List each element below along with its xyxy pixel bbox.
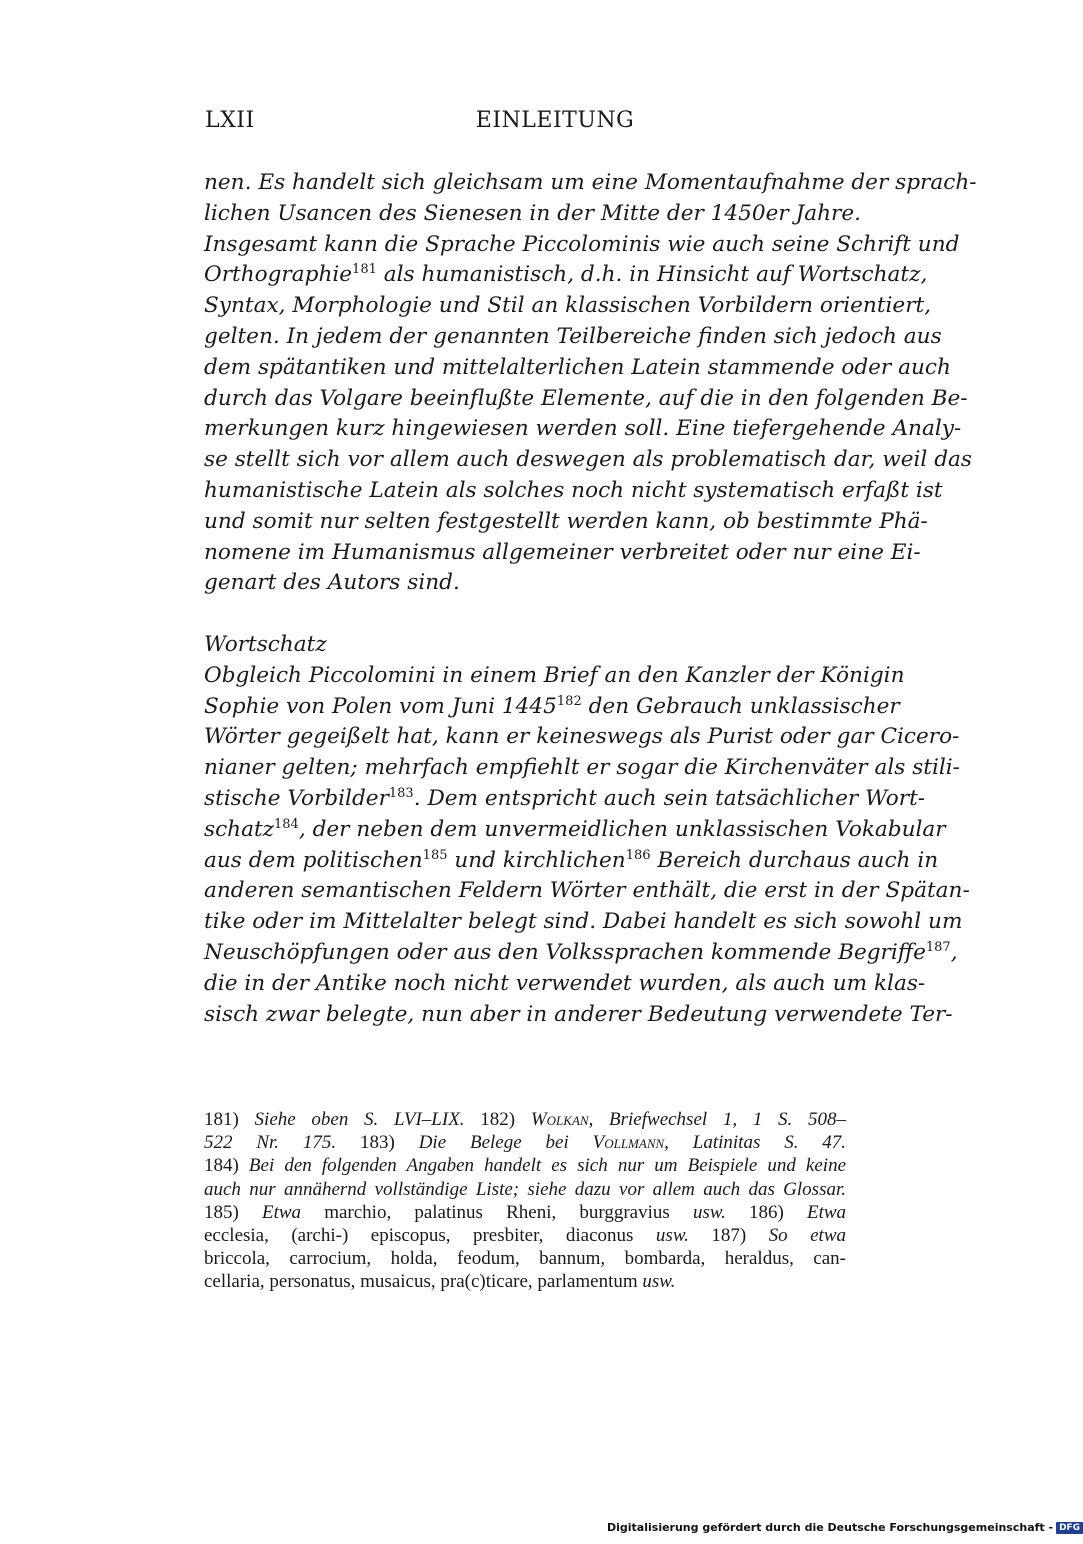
text-line: gelten. In jedem der genannten Teilbereiche finden sich jedoch aus — [204, 323, 942, 349]
text-fragment: schatz — [204, 816, 275, 842]
text-line: genart des Autors sind. — [204, 570, 460, 596]
text-line: lichen Usancen des Sienesen in der Mitte der 1450er Jahre. — [204, 200, 862, 226]
text-line: dem spätantiken und mittelalterlichen Latein stammende oder auch — [204, 354, 951, 380]
text-line — [204, 815, 946, 846]
text-line — [204, 692, 900, 723]
footnote-ref-183: 183 — [388, 785, 414, 801]
running-head — [205, 108, 845, 138]
footnote-text: Etwa — [261, 1201, 302, 1223]
digitization-credit — [607, 1521, 1081, 1537]
text-line: Insgesamt kann die Sprache Piccolominis wie auch seine Schrift und — [204, 231, 960, 257]
text-line: Syntax, Morphologie und Stil an klassischen Vorbildern orientiert, — [204, 293, 932, 319]
footnote-ref-184: 184 — [274, 816, 299, 832]
text-fragment: Orthographie — [204, 262, 353, 288]
text-fragment: Bereich durchaus auch in — [650, 847, 939, 873]
body-text — [204, 168, 977, 1030]
text-line — [204, 260, 928, 291]
footnote-text: So etwa — [768, 1224, 847, 1246]
text-line: nen. Es handelt sich gleichsam um eine Momentaufnahme der sprach- — [204, 170, 977, 195]
footnote-text: Die Belege bei — [418, 1132, 569, 1154]
footnote-text: cellaria, personatus, musaicus, pra(c)ticare, parlamentum — [204, 1271, 638, 1293]
footnote-number: 181) — [204, 1109, 239, 1130]
footnote-text: usw. — [655, 1224, 689, 1246]
text-line — [204, 938, 958, 969]
text-line: und somit nur selten festgestellt werden kann, ob bestimmte Phä- — [204, 508, 928, 534]
footnote-text: marchio, palatinus Rheni, burggravius — [324, 1201, 670, 1223]
footnote-text: Bei den folgenden Angaben handelt es sich nur um Beispiele und keine — [248, 1155, 847, 1177]
footnote-number: 187) — [711, 1224, 747, 1246]
footnote-line — [204, 1201, 846, 1224]
footnote-text: usw. — [692, 1201, 726, 1223]
footnote-ref-186: 186 — [625, 847, 651, 863]
text-line — [204, 784, 926, 815]
text-fragment: , der neben dem unvermeidlichen unklassischen Vokabular — [298, 816, 946, 842]
footnote-line — [204, 1154, 846, 1177]
dfg-logo: DFG — [1056, 1522, 1083, 1534]
text-fragment: Neuschöpfungen oder aus den Volkssprachen kommende Begriffe — [204, 939, 926, 965]
footnote-text: usw. — [642, 1271, 676, 1293]
footnote-number: 184) — [204, 1155, 239, 1177]
text-line: se stellt sich vor allem auch deswegen als problematisch dar, weil das — [204, 447, 972, 473]
footnote-number: 183) — [360, 1132, 395, 1154]
footnote-text: briccola, carrocium, holda, feodum, bannum, bombarda, heraldus, can- — [204, 1248, 846, 1270]
footnote-text: Etwa — [807, 1201, 847, 1223]
footnote-line — [204, 1131, 846, 1154]
footnote-author: Wolkan — [530, 1109, 589, 1130]
footnote-ref-187: 187 — [925, 939, 951, 955]
text-fragment: als humanistisch, d.h. in Hinsicht auf Wortschatz, — [376, 262, 928, 288]
footnote-number: 182) — [480, 1109, 516, 1130]
footnote-line — [204, 1108, 846, 1131]
footnote-number: 185) — [204, 1201, 239, 1223]
footnote-text: Siehe oben S. LVI–LIX. — [254, 1109, 465, 1130]
text-line: merkungen kurz hingewiesen werden soll. Eine tiefergehende Analy- — [204, 416, 962, 442]
text-line: die in der Antike noch nicht verwendet wurden, als auch um klas- — [204, 970, 926, 996]
page-number: LXII — [205, 108, 255, 133]
footnotes — [204, 1108, 846, 1294]
text-line: tike oder im Mittelalter belegt sind. Dabei handelt es sich sowohl um — [204, 909, 963, 935]
text-fragment: stische Vorbilder — [204, 785, 389, 811]
text-line: humanistische Latein als solches noch nicht systematisch erfaßt ist — [204, 477, 943, 503]
text-line: sisch zwar belegte, nun aber in anderer Bedeutung verwendete Ter- — [204, 1001, 953, 1027]
footnote-text: , Latinitas S. 47. — [664, 1132, 847, 1154]
footnote-line — [204, 1178, 846, 1201]
text-fragment: und kirchlichen — [447, 847, 626, 873]
text-line: Wörter gegeißelt hat, kann er keineswegs als Purist oder gar Cicero- — [204, 724, 960, 750]
text-line: Obgleich Piccolomini in einem Brief an den Kanzler der Königin — [204, 662, 905, 688]
text-line: nomene im Humanismus allgemeiner verbreitet oder nur eine Ei- — [204, 539, 921, 565]
footnote-line — [204, 1270, 846, 1293]
footnote-text: 522 Nr. 175. — [204, 1132, 337, 1154]
footnote-text: auch nur annähernd vollständige Liste; siehe dazu vor allem auch das Glossar. — [204, 1178, 846, 1200]
footnote-ref-181: 181 — [352, 262, 377, 278]
footnote-line — [204, 1224, 846, 1247]
text-fragment: den Gebrauch unklassischer — [581, 693, 900, 719]
paragraph-gap — [204, 599, 846, 630]
text-line — [204, 846, 939, 877]
section-heading: Wortschatz — [204, 631, 327, 657]
footnote-ref-182: 182 — [556, 693, 582, 709]
text-fragment: Sophie von Polen vom Juni 1445 — [204, 693, 557, 719]
footnote-author: Vollmann — [592, 1132, 665, 1154]
footnote-line — [204, 1247, 846, 1270]
text-line: anderen semantischen Feldern Wörter enthält, die erst in der Spätan- — [204, 878, 970, 904]
footnote-number: 186) — [749, 1201, 784, 1223]
text-fragment: aus dem politischen — [204, 847, 423, 873]
footnote-ref-185: 185 — [422, 847, 448, 863]
text-fragment: . Dem entspricht auch sein tatsächlicher Wort- — [413, 785, 926, 811]
text-line: nianer gelten; mehrfach empfiehlt er sogar die Kirchenväter als stili- — [204, 755, 960, 781]
text-fragment: , — [950, 939, 958, 965]
text-line: durch das Volgare beeinflußte Elemente, auf die in den folgenden Be- — [204, 385, 968, 411]
footnote-text: , Briefwechsel 1, 1 S. 508– — [588, 1109, 847, 1130]
footnote-text: ecclesia, (archi-) episcopus, presbiter, diaconus — [204, 1224, 634, 1246]
running-title: EINLEITUNG — [475, 108, 635, 133]
credit-text: Digitalisierung gefördert durch die Deutsche Forschungsgemeinschaft - — [607, 1521, 1054, 1534]
